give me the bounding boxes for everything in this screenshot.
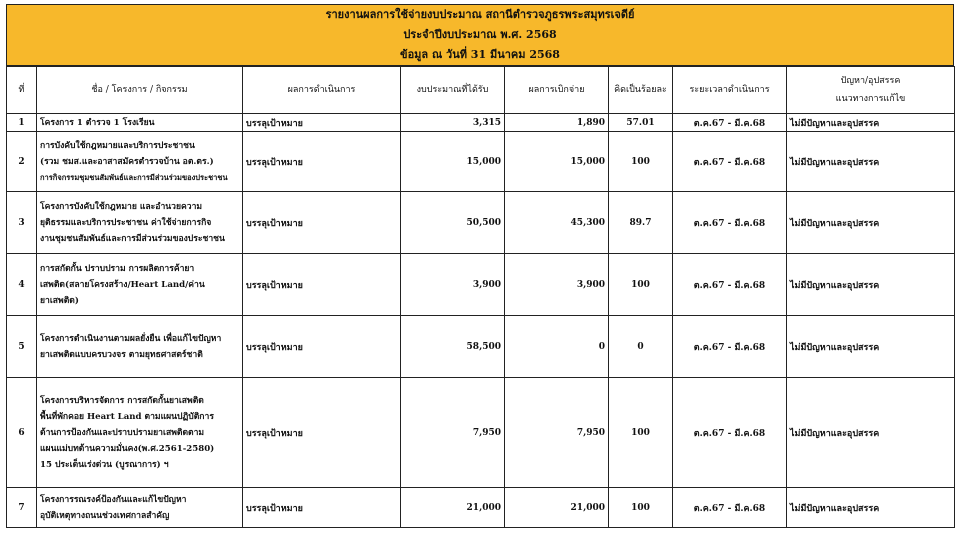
table-row — [7, 378, 955, 488]
spent-amount: 3,900 — [505, 254, 609, 316]
header-spent: ผลการเบิกจ่าย — [505, 67, 609, 114]
project-name-line: การกิจกรรมชุมชนสัมพันธ์และการมีส่วนร่วมของประชาชน — [40, 172, 228, 182]
percent: 57.01 — [609, 114, 673, 132]
problem: ไม่มีปัญหาและอุปสรรค — [787, 132, 955, 192]
table-row — [7, 114, 955, 132]
row-number: 3 — [7, 192, 37, 254]
header-name: ชื่อ / โครงการ / กิจกรรม — [37, 67, 243, 114]
header-problem-line2: แนวทางการแก้ไข — [835, 94, 906, 104]
spent-amount: 1,890 — [505, 114, 609, 132]
data-as-of-date: ข้อมูล ณ วันที่ 31 มีนาคม 2568 — [400, 48, 560, 61]
project-name-line: แผนแม่บทด้านความมั่นคง(พ.ศ.2561-2580) — [40, 443, 215, 454]
project-name-line: เสพติด(สลายโครงสร้าง/Heart Land/ค่าน — [40, 279, 205, 290]
result: บรรลุเป้าหมาย — [243, 316, 401, 378]
percent: 100 — [609, 378, 673, 488]
percent: 100 — [609, 488, 673, 528]
table-row — [7, 132, 955, 192]
report-title-banner — [6, 4, 954, 66]
fiscal-year: ประจำปีงบประมาณ พ.ศ. 2568 — [403, 28, 557, 41]
problem: ไม่มีปัญหาและอุปสรรค — [787, 254, 955, 316]
project-name — [37, 378, 243, 488]
period: ต.ค.67 - มี.ค.68 — [673, 114, 787, 132]
table-row — [7, 316, 955, 378]
project-name-line: โครงการบริหารจัดการ การสกัดกั้นยาเสพติด — [40, 395, 204, 406]
project-name-line: การสกัดกั้น ปราบปราม การผลิตการค้ายา — [40, 263, 195, 274]
percent: 89.7 — [609, 192, 673, 254]
header-result: ผลการดำเนินการ — [243, 67, 401, 114]
project-name-line: ยาเสพติด) — [40, 295, 79, 306]
budget-amount: 58,500 — [401, 316, 505, 378]
project-name-line: ยุติธรรมและบริการประชาชน ค่าใช้จ่ายการกิจ — [40, 217, 212, 228]
budget-amount: 3,900 — [401, 254, 505, 316]
row-number: 2 — [7, 132, 37, 192]
spent-amount: 15,000 — [505, 132, 609, 192]
budget-amount: 21,000 — [401, 488, 505, 528]
report-page — [6, 4, 954, 536]
problem: ไม่มีปัญหาและอุปสรรค — [787, 192, 955, 254]
project-name — [37, 488, 243, 528]
row-number: 5 — [7, 316, 37, 378]
table-body — [7, 114, 955, 528]
project-name-line: โครงการรณรงค์ป้องกันและแก้ไขปัญหา — [40, 494, 187, 505]
project-name-line: (รวม ชมส.และอาสาสมัครตำรวจบ้าน อต.ตร.) — [40, 156, 214, 167]
percent: 100 — [609, 132, 673, 192]
project-name-line: การบังคับใช้กฎหมายและบริการประชาชน — [40, 140, 195, 151]
report-title: รายงานผลการใช้จ่ายงบประมาณ สถานีตำรวจภูธรพระสมุทรเจดีย์ — [325, 8, 635, 21]
result: บรรลุเป้าหมาย — [243, 488, 401, 528]
problem: ไม่มีปัญหาและอุปสรรค — [787, 316, 955, 378]
period: ต.ค.67 - มี.ค.68 — [673, 132, 787, 192]
period: ต.ค.67 - มี.ค.68 — [673, 192, 787, 254]
budget-table — [6, 66, 955, 528]
result: บรรลุเป้าหมาย — [243, 192, 401, 254]
project-name-line: โครงการ 1 ตำรวจ 1 โรงเรียน — [40, 117, 155, 128]
header-period: ระยะเวลาดำเนินการ — [673, 67, 787, 114]
period: ต.ค.67 - มี.ค.68 — [673, 378, 787, 488]
row-number: 4 — [7, 254, 37, 316]
project-name-line: โครงการบังคับใช้กฎหมาย และอำนวยความ — [40, 201, 203, 212]
problem: ไม่มีปัญหาและอุปสรรค — [787, 488, 955, 528]
spent-amount: 21,000 — [505, 488, 609, 528]
project-name — [37, 132, 243, 192]
project-name-line: ยาเสพติดแบบครบวงจร ตามยุทธศาสตร์ชาติ — [40, 349, 203, 360]
spent-amount: 0 — [505, 316, 609, 378]
project-name — [37, 254, 243, 316]
problem: ไม่มีปัญหาและอุปสรรค — [787, 378, 955, 488]
header-percent: คิดเป็นร้อยละ — [609, 67, 673, 114]
table-row — [7, 192, 955, 254]
result: บรรลุเป้าหมาย — [243, 114, 401, 132]
problem: ไม่มีปัญหาและอุปสรรค — [787, 114, 955, 132]
row-number: 6 — [7, 378, 37, 488]
header-budget: งบประมาณที่ได้รับ — [401, 67, 505, 114]
project-name-line: ด้านการป้องกันและปราบปรามยาเสพติดตาม — [40, 427, 205, 438]
percent: 100 — [609, 254, 673, 316]
project-name — [37, 192, 243, 254]
table-row — [7, 488, 955, 528]
budget-amount: 50,500 — [401, 192, 505, 254]
result: บรรลุเป้าหมาย — [243, 254, 401, 316]
spent-amount: 7,950 — [505, 378, 609, 488]
project-name-line: 15 ประเด็นเร่งด่วน (บูรณาการ) ฯ — [40, 459, 169, 470]
table-header-row — [7, 67, 955, 114]
row-number: 7 — [7, 488, 37, 528]
result: บรรลุเป้าหมาย — [243, 132, 401, 192]
percent: 0 — [609, 316, 673, 378]
result: บรรลุเป้าหมาย — [243, 378, 401, 488]
project-name-line: พื้นที่พักคอย Heart Land ตามแผนปฏิบัติการ — [40, 411, 214, 422]
header-no: ที่ — [7, 67, 37, 114]
project-name-line: งานชุมชนสัมพันธ์และการมีส่วนร่วมของประชาชน — [40, 233, 225, 244]
period: ต.ค.67 - มี.ค.68 — [673, 488, 787, 528]
table-row — [7, 254, 955, 316]
spent-amount: 45,300 — [505, 192, 609, 254]
header-problem — [787, 67, 955, 114]
period: ต.ค.67 - มี.ค.68 — [673, 316, 787, 378]
budget-amount: 7,950 — [401, 378, 505, 488]
budget-amount: 15,000 — [401, 132, 505, 192]
budget-amount: 3,315 — [401, 114, 505, 132]
project-name — [37, 316, 243, 378]
period: ต.ค.67 - มี.ค.68 — [673, 254, 787, 316]
project-name — [37, 114, 243, 132]
project-name-line: โครงการดำเนินงานตามผลยั่งยืน เพื่อแก้ไขปัญหา — [40, 333, 222, 344]
row-number: 1 — [7, 114, 37, 132]
header-problem-line1: ปัญหา/อุปสรรค — [840, 76, 901, 86]
project-name-line: อุบัติเหตุทางถนนช่วงเทศกาลสำคัญ — [40, 510, 170, 521]
